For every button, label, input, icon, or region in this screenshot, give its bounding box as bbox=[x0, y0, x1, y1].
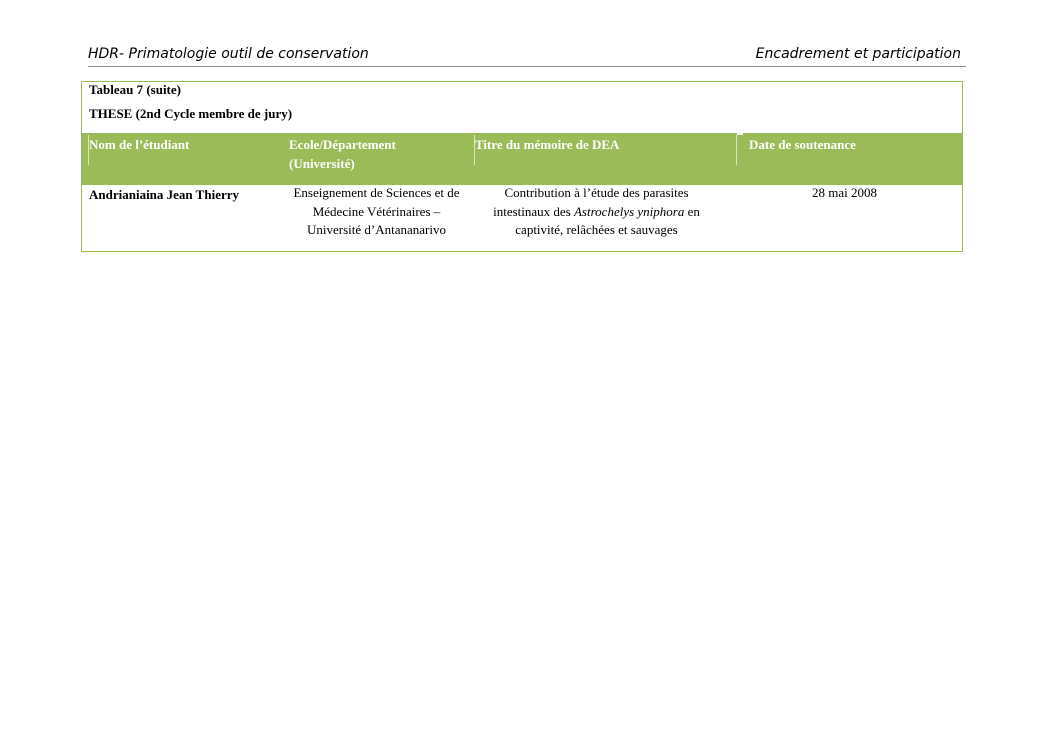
title-text-end: en captivité, relâchées et sauvages bbox=[515, 203, 700, 237]
column-header-title: Titre du mémoire de DEA bbox=[475, 137, 620, 152]
header-title-left: HDR- Primatologie outil de conservation bbox=[88, 46, 369, 62]
column-separator bbox=[736, 135, 737, 165]
table-cell-thesis-title bbox=[479, 184, 714, 240]
column-header-date: Date de soutenance bbox=[749, 137, 856, 152]
species-name: Astrochelys yniphora bbox=[573, 203, 685, 219]
table-cell-school: Enseignement de Sciences et de Médecine Vétérinaires – Université d’Antananarivo bbox=[293, 185, 460, 237]
jury-table bbox=[81, 81, 963, 252]
table-caption: Tableau 7 (suite) bbox=[89, 82, 181, 97]
table-cell-student-name: Andrianiaina Jean Thierry bbox=[89, 187, 240, 202]
table-header-row bbox=[82, 133, 962, 185]
title-text-start: Contribution à l’étude des parasites intestinaux des bbox=[493, 185, 689, 219]
column-header-school: Ecole/Département (Université) bbox=[289, 137, 396, 171]
page-header bbox=[88, 44, 966, 67]
column-header-student: Nom de l’étudiant bbox=[89, 137, 190, 152]
table-cell-defense-date: 28 mai 2008 bbox=[812, 185, 877, 200]
table-subcaption: THESE (2nd Cycle membre de jury) bbox=[89, 106, 293, 121]
header-title-right: Encadrement et participation bbox=[755, 46, 961, 62]
header-notch bbox=[737, 133, 743, 135]
